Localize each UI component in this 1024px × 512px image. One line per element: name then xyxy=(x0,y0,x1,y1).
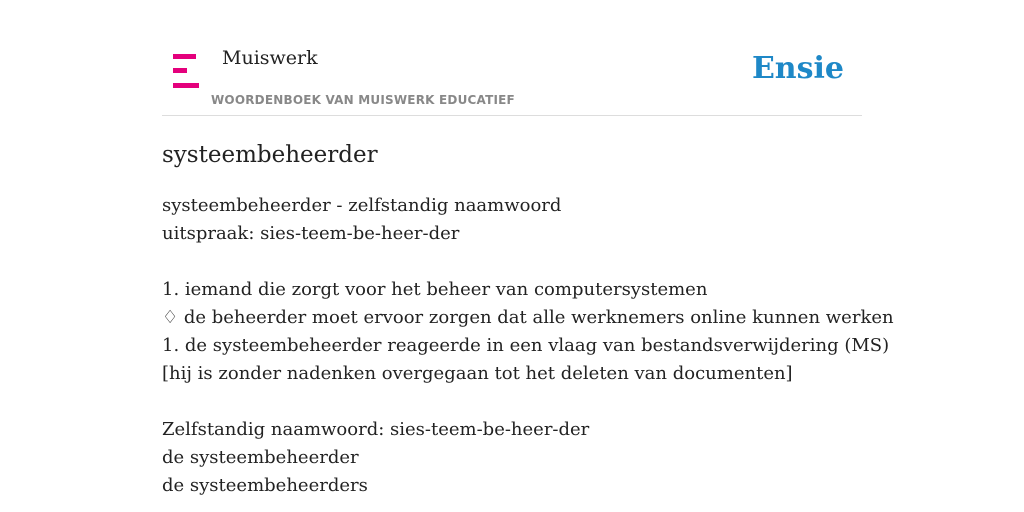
plural-line: de systeembeheerders xyxy=(162,475,368,496)
singular-line: de systeembeheerder xyxy=(162,447,359,468)
grammar-line: Zelfstandig naamwoord: sies-teem-be-heer-der xyxy=(162,419,590,440)
logo-bar-top xyxy=(173,54,196,59)
example-line-2: 1. de systeembeheerder reageerde in een vlaag van bestandsverwijdering (MS) xyxy=(162,335,890,356)
example-gloss-line: [hij is zonder nadenken overgegaan tot het deleten van documenten] xyxy=(162,363,793,384)
pronunciation-line: uitspraak: sies-teem-be-heer-der xyxy=(162,223,460,244)
dictionary-entry xyxy=(162,192,894,500)
spacer xyxy=(162,248,862,276)
spacer xyxy=(162,388,862,416)
ensie-brand-link[interactable]: Ensie xyxy=(751,51,844,86)
definition-line: 1. iemand die zorgt voor het beheer van computersystemen xyxy=(162,279,708,300)
site-subtitle: WOORDENBOEK VAN MUISWERK EDUCATIEF xyxy=(211,93,515,107)
logo-bar-bottom xyxy=(173,83,199,88)
site-header xyxy=(162,0,862,116)
example-line: ♢ de beheerder moet ervoor zorgen dat alle werknemers online kunnen werken xyxy=(162,307,894,328)
site-name[interactable]: Muiswerk xyxy=(222,47,318,69)
headword-line: systeembeheerder - zelfstandig naamwoord xyxy=(162,195,562,216)
logo-bar-middle xyxy=(173,68,187,73)
page-title: systeembeheerder xyxy=(162,142,378,168)
muiswerk-logo-icon[interactable] xyxy=(173,54,200,88)
